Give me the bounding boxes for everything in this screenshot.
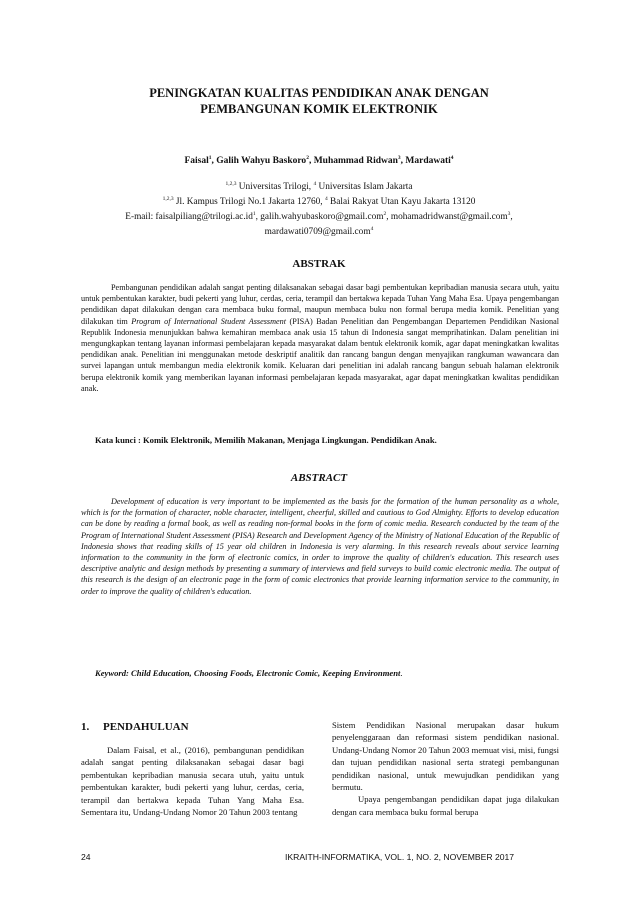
author-sup: 2 xyxy=(306,154,309,161)
email-text: , mohamadridwanst@gmail.com xyxy=(386,212,508,222)
section-title: PENDAHULUAN xyxy=(103,721,189,733)
section-heading xyxy=(81,721,189,733)
affil-sup: 4 xyxy=(313,180,317,187)
author-sup: 1 xyxy=(208,154,212,161)
abstract-text: Development of education is very important to be implemented as the basis for the formation of the human personality as a whole, which is for the formation of character, noble character, intelligent, cheerful, skilled and cautious to God Almighty. Efforts to develop education can be done by reading a formal book, as well as reading non-formal books in the form of comic media. Research conducted by the team of the Program of International Student Assessment (PISA) Research and Development Agency of the Ministry of National Education of the Republic of Indonesia shows that reading skills of 15 year old children in Indonesia is very alarming. In this research reveals about service learning information to the community in the form of electronic comics, in order to improve the quality of children's education. This research uses descriptive analytic and design methods by presenting a summary of interviews and field surveys to build comic electronic media. The output of this research is the design of an electronic page in the form of comic electronics that provide learning information service to the community, in order to improve the quality of children's education. xyxy=(81,497,559,596)
abstrak-italic-text: Program of International Student Assessment xyxy=(131,316,287,326)
email-sup: 1 xyxy=(252,210,256,217)
keyword-end: . xyxy=(400,668,403,678)
author-sep: , xyxy=(400,156,406,166)
page-number: 24 xyxy=(81,852,91,862)
author-list xyxy=(60,156,578,166)
paper-title xyxy=(60,86,578,117)
affil-sup: 1,2,3 xyxy=(225,180,237,187)
email-line-1 xyxy=(60,211,578,223)
email-sup: 2 xyxy=(383,210,387,217)
abstrak-heading: ABSTRAK xyxy=(292,258,346,270)
affil-text: Balai Rakyat Utan Kayu Jakarta 13120 xyxy=(327,197,476,207)
author-sup: 3 xyxy=(397,154,401,161)
abstrak-text: (PISA) Badan Penelitian dan Pengembangan Departemen Pendidikan Nasional Republik Indonesia menunjukkan bahwa kemahiran membaca anak usia 15 tahun di Indonesia sangat memprihatinkan. Dalam penelitian ini mengungkapkan tentang layanan informasi pembelajaran kepada masyarakat dalam bentuk elektronik komik, agar dapat meningkatkan kwalitas pendidikan anak. Penelitian ini menggunakan metode deskriptif analitik dan rancang bangun dengan menyajikan rangkuman wawancara dan survei lapangan untuk membangun media elektronik komik. Keluaran dari penelitian ini adalah rancang bangun sebuah halaman elektronik berupa elektronik komik yang memberikan layanan informasi pembelajaran kepada masyarakat, agar dapat meningkatkan kwalitas pendidikan anak. xyxy=(81,316,559,393)
email-line-2 xyxy=(60,226,578,238)
affil-text: Universitas Trilogi, xyxy=(236,182,314,192)
affiliation-addresses xyxy=(60,196,578,208)
title-line-2: PEMBANGUNAN KOMIK ELEKTRONIK xyxy=(200,101,438,116)
section-number: 1. xyxy=(81,721,90,733)
author-name: Muhammad Ridwan xyxy=(313,156,398,166)
email-text: E-mail: faisalpiliang@trilogi.ac.id xyxy=(125,212,253,222)
affil-sup: 1,2,3 xyxy=(162,195,174,202)
author-name: Galih Wahyu Baskoro xyxy=(216,156,307,166)
email-text: , galih.wahyubaskoro@gmail.com xyxy=(255,212,384,222)
left-column-text: Dalam Faisal, et al., (2016), pembangunan pendidikan adalah sangat penting dilaksanakan sebagai dasar bagi pembentukan kepribadian manusia secara utuh, yaitu untuk pembentukan karakter, budi pekerti yang luhur, cerdas, ceria, terampil dan bertakwa kepada Tuhan Yang Maha Esa. Sementara itu, Undang-Undang Nomor 20 Tahun 2003 tentang xyxy=(81,745,304,818)
right-column-para-1: Sistem Pendidikan Nasional merupakan dasar hukum penyelenggaraan dan reformasi sistem pendidikan nasional. Undang-Undang Nomor 20 Tahun 2003 memuat visi, misi, fungsi dan tujuan pendidikan nasional serta strategi pembangunan pendidikan nasional, untuk mewujudkan pendidikan yang bermutu. xyxy=(332,720,559,793)
author-sep: , xyxy=(308,156,314,166)
email-text: , xyxy=(510,212,513,222)
abstract-body xyxy=(81,496,559,597)
affiliation-institutions xyxy=(60,181,578,193)
affil-text: Jl. Kampus Trilogi No.1 Jakarta 12760, xyxy=(173,197,325,207)
author-sep: , xyxy=(211,156,217,166)
author-name: Faisal xyxy=(184,156,209,166)
abstrak-text: Pembangunan pendidikan adalah sangat penting dilaksanakan sebagai dasar bagi pembentukan kepribadian manusia secara utuh, yaitu untuk pembentukan karakter, budi pekerti yang luhur, cerdas, ceria, terampil dan bertakwa kepada Tuhan Yang Maha Esa. Upaya pengembangan pendidikan dapat dilakukan dengan cara membaca buku formal, maupun membaca buku non formal berupa media komik. Penelitian yang dilakukan tim xyxy=(81,283,559,326)
right-column xyxy=(332,719,559,818)
right-column-para-2: Upaya pengembangan pendidikan dapat juga dilakukan dengan cara membaca buku formal berupa xyxy=(332,794,559,817)
affil-sup: 4 xyxy=(324,195,328,202)
keyword-text: Keyword: Child Education, Choosing Foods, Electronic Comic, Keeping Environment xyxy=(95,668,401,678)
email-text: mardawati0709@gmail.com xyxy=(264,227,371,237)
email-sup: 3 xyxy=(507,210,511,217)
left-column xyxy=(81,744,304,818)
author-sup: 4 xyxy=(450,154,454,161)
keywords xyxy=(95,668,573,678)
journal-footer: IKRAITH-INFORMATIKA, VOL. 1, NO. 2, NOVEMBER 2017 xyxy=(285,852,515,862)
author-name: Mardawati xyxy=(405,156,451,166)
abstract-heading: ABSTRACT xyxy=(290,472,348,484)
affil-text: Universitas Islam Jakarta xyxy=(316,182,413,192)
abstrak-body xyxy=(81,282,559,394)
kata-kunci: Kata kunci : Komik Elektronik, Memilih Makanan, Menjaga Lingkungan. Pendidikan Anak. xyxy=(95,435,437,445)
title-line-1: PENINGKATAN KUALITAS PENDIDIKAN ANAK DENGAN xyxy=(149,86,489,100)
email-sup: 4 xyxy=(370,225,374,232)
